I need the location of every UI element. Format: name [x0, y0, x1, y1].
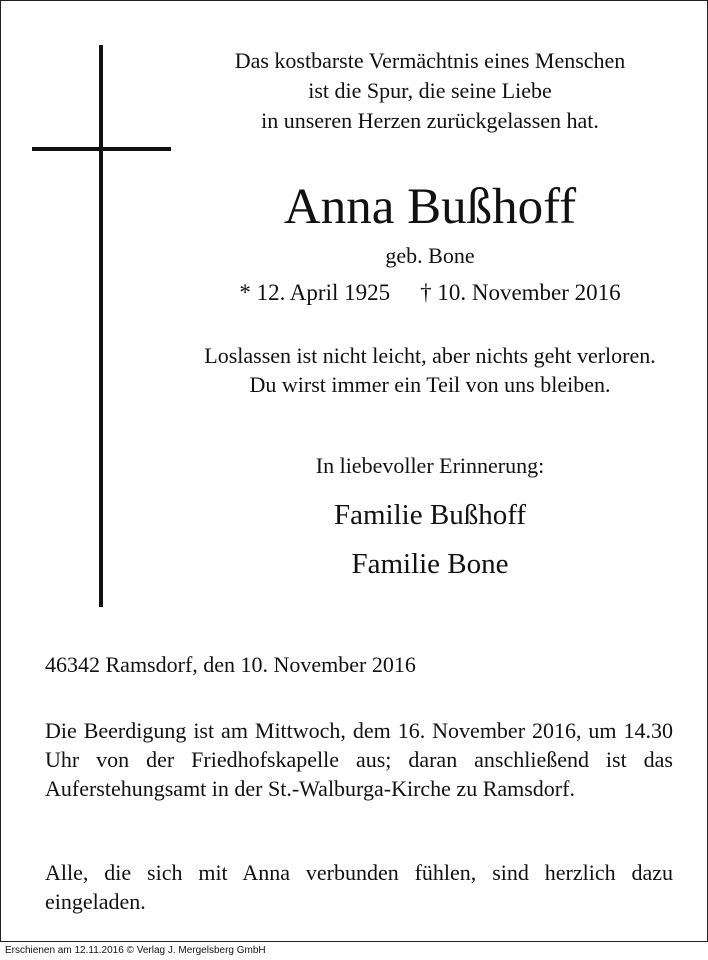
- motto-line: in unseren Herzen zurückgelassen hat.: [261, 108, 599, 133]
- cross-icon: [99, 45, 103, 607]
- birth-date: * 12. April 1925: [239, 280, 391, 305]
- motto-line: ist die Spur, die seine Liebe: [308, 78, 552, 103]
- family-name: Familie Bußhoff: [334, 499, 526, 531]
- death-date: † 10. November 2016: [420, 280, 621, 305]
- verse-line: Loslassen ist nicht leicht, aber nichts geht verloren.: [204, 343, 656, 368]
- publication-footer: Erschienen am 12.11.2016 © Verlag J. Mergelsberg GmbH: [0, 941, 708, 959]
- funeral-info: Die Beerdigung ist am Mittwoch, dem 16. November 2016, um 14.30 Uhr von der Friedhofskapelle aus; daran anschließend ist das Auferstehungsamt in der St.-Walburga-Kirche zu Ramsdorf.: [45, 718, 673, 801]
- motto-line: Das kostbarste Vermächtnis eines Menschen: [234, 48, 626, 73]
- cross-icon-bar: [32, 147, 171, 151]
- memory-intro: In liebevoller Erinnerung:: [315, 453, 545, 478]
- verse: [150, 341, 708, 399]
- deceased-name: Anna Bußhoff: [283, 179, 577, 235]
- place-date: 46342 Ramsdorf, den 10. November 2016: [45, 652, 416, 677]
- invitation-text: Alle, die sich mit Anna verbunden fühlen, sind herzlich dazu eingeladen.: [45, 860, 673, 914]
- life-dates: [150, 277, 708, 309]
- motto: [150, 46, 708, 136]
- verse-line: Du wirst immer ein Teil von uns bleiben.: [249, 372, 611, 397]
- birth-name: geb. Bone: [385, 243, 475, 268]
- family-name: Familie Bone: [351, 548, 509, 580]
